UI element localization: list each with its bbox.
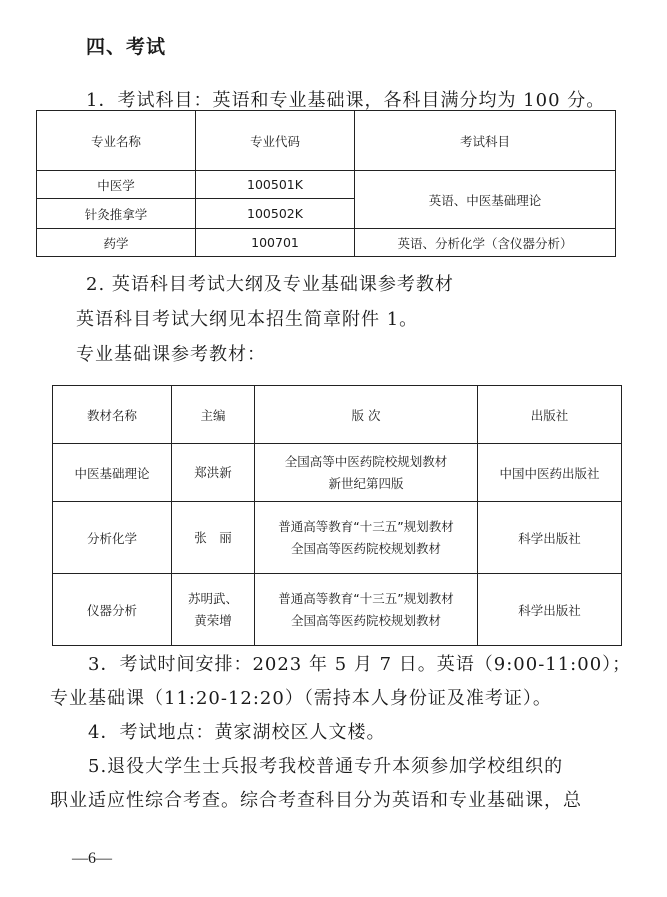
edition-cell: 普通高等教育“十三五”规划教材 全国高等医药院校规划教材 [255,502,478,574]
book-name-cell: 仪器分析 [53,574,172,646]
edition-cell: 普通高等教育“十三五”规划教材 全国高等医药院校规划教材 [255,574,478,646]
book-name-cell: 中医基础理论 [53,444,172,502]
item-2-english-syllabus: 英语科目考试大纲见本招生简章附件 1。 [76,309,419,330]
table-row [37,171,616,199]
header-editor: 主编 [172,386,255,444]
item-2-heading: 2. 英语科目考试大纲及专业基础课参考教材 [86,274,454,295]
item-1-text: 1．考试科目：英语和专业基础课，各科目满分均为 100 分。 [86,90,606,111]
table-header-row [37,111,616,171]
item-4-exam-location: 4．考试地点：黄家湖校区人文楼。 [88,722,386,743]
editor-cell: 郑洪新 [172,444,255,502]
table-row [53,502,622,574]
major-name-cell: 药学 [37,229,196,257]
reference-textbook-table [52,385,622,646]
publisher-cell: 中国中医药出版社 [478,444,622,502]
major-name-cell: 针灸推拿学 [37,199,196,229]
edition-cell: 全国高等中医药院校规划教材 新世纪第四版 [255,444,478,502]
major-code-cell: 100502K [196,199,355,229]
editor-cell: 苏明武、 黄荣增 [172,574,255,646]
editor-cell: 张 丽 [172,502,255,574]
exam-subject-table [36,110,616,257]
header-book-name: 教材名称 [53,386,172,444]
exam-subject-cell: 英语、中医基础理论 [355,171,616,229]
exam-subject-cell: 英语、分析化学（含仪器分析） [355,229,616,257]
major-name-cell: 中医学 [37,171,196,199]
table-header-row [53,386,622,444]
header-major-name: 专业名称 [37,111,196,171]
book-name-cell: 分析化学 [53,502,172,574]
table-row [53,574,622,646]
header-publisher: 出版社 [478,386,622,444]
header-exam-subject: 考试科目 [355,111,616,171]
publisher-cell: 科学出版社 [478,502,622,574]
major-code-cell: 100501K [196,171,355,199]
item-5-continued: 职业适应性综合考查。综合考查科目分为英语和专业基础课，总 [50,790,582,811]
item-5-veterans: 5.退役大学生士兵报考我校普通专升本须参加学校组织的 [88,756,564,777]
item-2-textbooks-label: 专业基础课参考教材： [76,344,266,365]
item-3-continued: 专业基础课（11:20-12:20）（需持本人身份证及准考证）。 [50,688,552,709]
table-row [37,229,616,257]
item-3-exam-time: 3．考试时间安排：2023 年 5 月 7 日。英语（9:00-11:00）； [88,654,632,675]
table-row [53,444,622,502]
section-title: 四、考试 [86,36,167,58]
header-edition: 版 次 [255,386,478,444]
page-number: —6— [72,850,112,867]
major-code-cell: 100701 [196,229,355,257]
header-major-code: 专业代码 [196,111,355,171]
publisher-cell: 科学出版社 [478,574,622,646]
